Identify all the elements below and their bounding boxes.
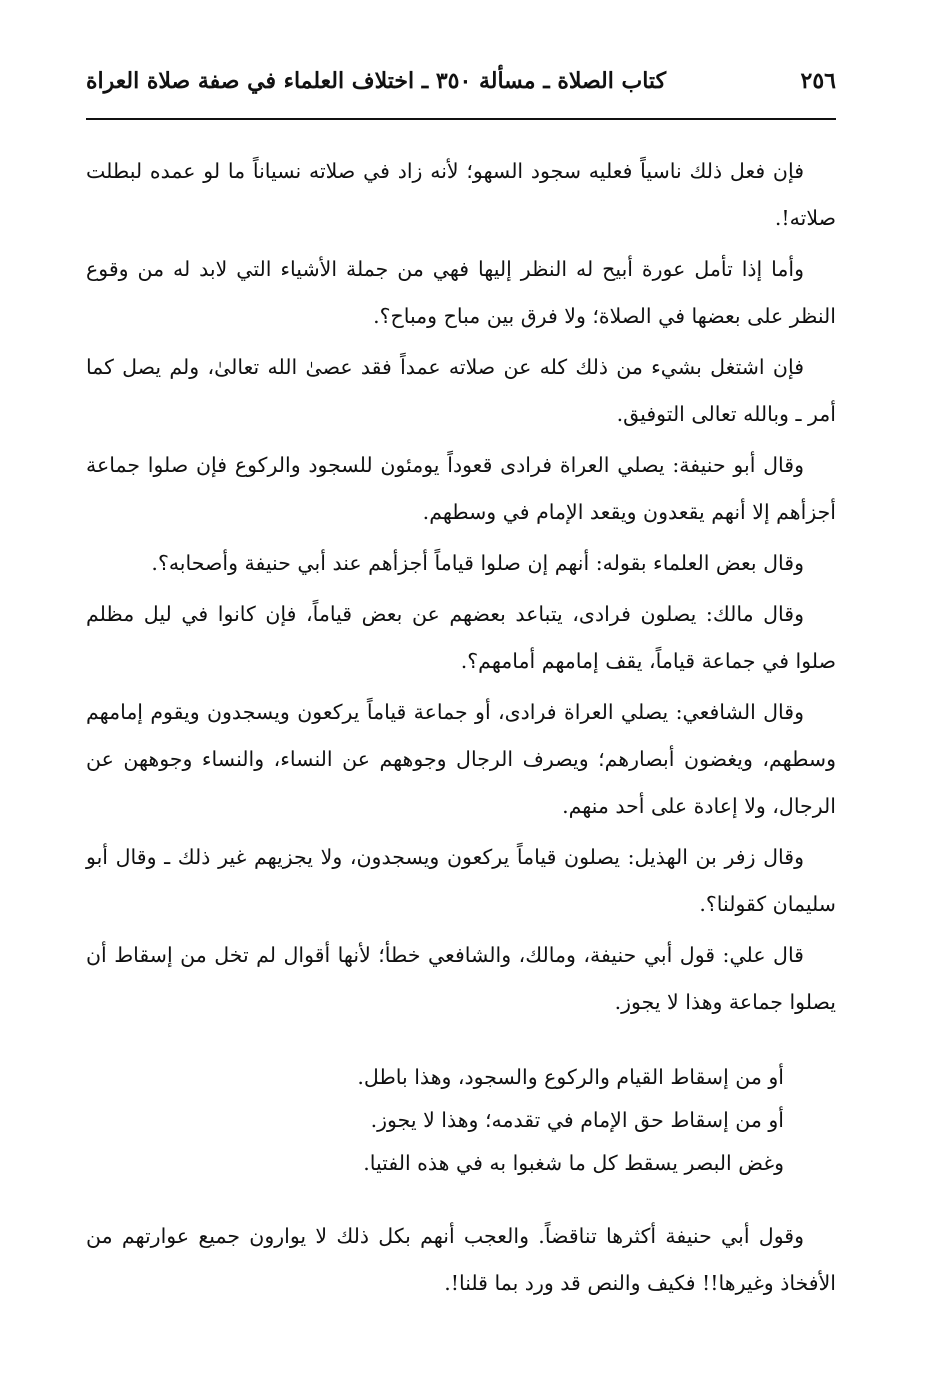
list-item: وغض البصر يسقط كل ما شغبوا به في هذه الفتيا. (363, 1151, 784, 1175)
paragraph: وقال مالك: يصلون فرادى، يتباعد بعضهم عن بعض قياماً، فإن كانوا في ليل مظلم صلوا في جماعة قياماً، يقف إمامهم أمامهم؟. (86, 602, 836, 673)
list-item: أو من إسقاط القيام والركوع والسجود، وهذا باطل. (357, 1065, 784, 1089)
closing-paragraph: وقول أبي حنيفة أكثرها تناقضاً. والعجب أنهم بكل ذلك لا يوارون جميع عوارتهم من الأفخاذ وغيرها!! فكيف والنص قد ورد بما قلنا!. (86, 1224, 836, 1295)
header-divider (86, 118, 836, 120)
paragraph: فإن اشتغل بشيء من ذلك كله عن صلاته عمداً فقد عصىٰ الله تعالىٰ، ولم يصل كما أمر ـ وبالله تعالى التوفيق. (86, 355, 836, 426)
paragraph: وقال بعض العلماء بقوله: أنهم إن صلوا قياماً أجزأهم عند أبي حنيفة وأصحابه؟. (151, 551, 804, 575)
paragraph: قال علي: قول أبي حنيفة، ومالك، والشافعي خطأ؛ لأنها أقوال لم تخل من إسقاط أن يصلوا جماعة وهذا لا يجوز. (86, 943, 836, 1014)
paragraph: وقال زفر بن الهذيل: يصلون قياماً يركعون ويسجدون، ولا يجزيهم غير ذلك ـ وقال أبو سليمان كقولنا؟. (86, 845, 836, 916)
paragraph: وقال الشافعي: يصلي العراة فرادى، أو جماعة قياماً يركعون ويسجدون ويقوم إمامهم وسطهم، ويغضون أبصارهم؛ ويصرف الرجال وجوههم عن النساء، والنساء وجوههن عن الرجال، ولا إعادة على أحد منهم. (86, 700, 836, 818)
page-body (86, 148, 836, 1307)
objections-list (86, 1056, 784, 1185)
page-header (86, 62, 836, 102)
paragraph: وأما إذا تأمل عورة أبيح له النظر إليها فهي من جملة الأشياء التي لابد له من وقوع النظر على بعضها في الصلاة؛ ولا فرق بين مباح ومباح؟. (86, 257, 836, 328)
list-item: أو من إسقاط حق الإمام في تقدمه؛ وهذا لا يجوز. (370, 1108, 784, 1132)
running-title: كتاب الصلاة ـ مسألة ٣٥٠ ـ اختلاف العلماء في صفة صلاة العراة (86, 68, 667, 94)
paragraph: وقال أبو حنيفة: يصلي العراة فرادى قعوداً يومئون للسجود والركوع فإن صلوا جماعة أجزأهم إلا أنهم يقعدون ويقعد الإمام في وسطهم. (86, 453, 836, 524)
paragraph: فإن فعل ذلك ناسياً فعليه سجود السهو؛ لأنه زاد في صلاته نسياناً ما لو عمده لبطلت صلاته!. (86, 159, 836, 230)
page-number: ٢٥٦ (800, 68, 836, 94)
